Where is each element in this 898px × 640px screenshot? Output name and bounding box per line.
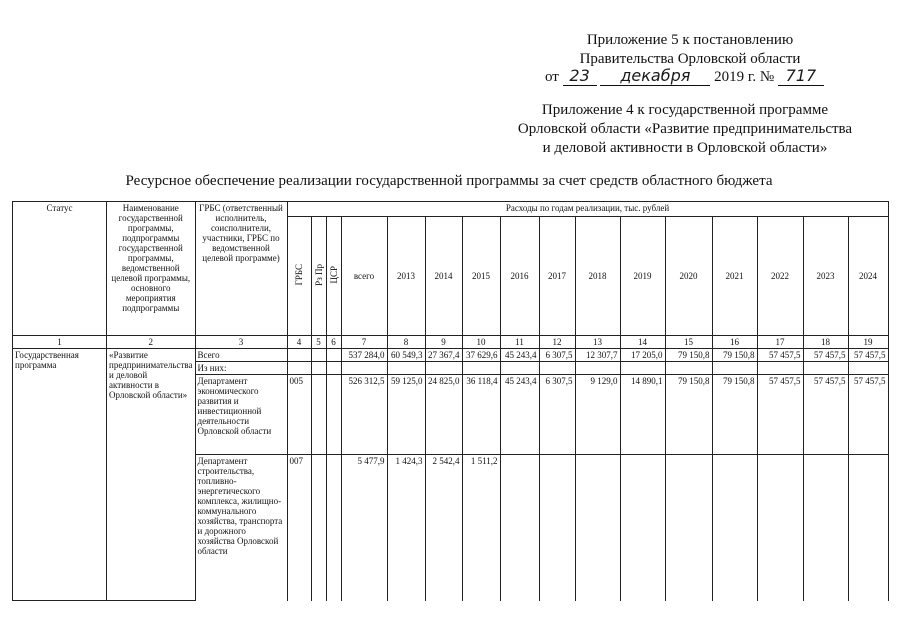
value-cell: 57 457,5: [848, 375, 888, 455]
row-label: Из них:: [195, 362, 287, 375]
value-cell: 79 150,8: [712, 349, 757, 362]
col-number: 17: [757, 336, 803, 349]
from-label: от: [545, 69, 559, 85]
row-label: Департамент строительства, топливно-энергетического комплекса, жилищно-коммунального хозяйства, транспорта и дорожного хозяйства Орловской области: [195, 455, 287, 601]
header-rzpr-text: Рз Пр: [313, 264, 324, 286]
appendix4-line: Приложение 4 к государственной программе: [541, 102, 829, 118]
value-cell: 24 825,0: [425, 375, 462, 455]
header-year: 2024: [848, 217, 888, 336]
header-csr: [326, 217, 341, 336]
table-row: [13, 349, 889, 362]
program-line-2: и деловой активности в Орловской области»: [542, 140, 828, 156]
col-number: 9: [425, 336, 462, 349]
rzpr-cell: [311, 375, 326, 455]
csr-cell: [326, 349, 341, 362]
appendix5-line: Приложение 5 к постановлению: [586, 32, 794, 48]
value-cell: 57 457,5: [803, 375, 848, 455]
value-cell: 36 118,4: [462, 375, 500, 455]
government-line: Правительства Орловской области: [579, 51, 801, 67]
value-cell: 1 424,3: [387, 455, 425, 601]
row-label: Департамент экономического развития и инвестиционной деятельности Орловской области: [195, 375, 287, 455]
header-total: всего: [341, 217, 387, 336]
value-cell: 1 511,2: [462, 455, 500, 601]
value-cell: [757, 455, 803, 601]
value-cell: 57 457,5: [848, 349, 888, 362]
col-number: 12: [539, 336, 575, 349]
value-cell: 79 150,8: [665, 375, 712, 455]
header-expenses: Расходы по годам реализации, тыс. рублей: [287, 202, 888, 217]
csr-cell: [326, 455, 341, 601]
col-number: 15: [665, 336, 712, 349]
header-year: 2021: [712, 217, 757, 336]
header-year: 2015: [462, 217, 500, 336]
header-year: 2013: [387, 217, 425, 336]
value-cell: [665, 362, 712, 375]
value-cell: 37 629,6: [462, 349, 500, 362]
col-number: 16: [712, 336, 757, 349]
value-cell: [387, 362, 425, 375]
grbs-code: 007: [287, 455, 311, 601]
header-grbs-text: ГРБС: [294, 264, 304, 286]
value-cell: 57 457,5: [803, 349, 848, 362]
value-cell: [803, 455, 848, 601]
grbs-code: [287, 349, 311, 362]
grbs-code: 005: [287, 375, 311, 455]
header-year: 2022: [757, 217, 803, 336]
header-year: 2023: [803, 217, 848, 336]
program-appendix-header: [490, 101, 880, 158]
value-cell: 59 125,0: [387, 375, 425, 455]
header-year: 2020: [665, 217, 712, 336]
header-year: 2014: [425, 217, 462, 336]
handwritten-number: 717: [778, 66, 824, 86]
header-row-1: [13, 202, 889, 217]
rzpr-cell: [311, 362, 326, 375]
program-name-cell: «Развитие предпринимательства и деловой активности в Орловской области»: [107, 349, 196, 601]
header-csr-text: ЦСР: [328, 266, 339, 284]
value-cell: 45 243,4: [500, 349, 539, 362]
value-cell: 79 150,8: [712, 375, 757, 455]
rzpr-cell: [311, 349, 326, 362]
handwritten-day: 23: [563, 66, 597, 86]
value-cell: 6 307,5: [539, 349, 575, 362]
value-cell: 9 129,0: [575, 375, 620, 455]
col-number: 13: [575, 336, 620, 349]
value-cell: [620, 455, 665, 601]
column-number-row: [13, 336, 889, 349]
value-cell: [539, 455, 575, 601]
rzpr-cell: [311, 455, 326, 601]
value-cell: 57 457,5: [757, 375, 803, 455]
col-number: 10: [462, 336, 500, 349]
value-cell: [425, 362, 462, 375]
value-cell: [665, 455, 712, 601]
header-year: 2019: [620, 217, 665, 336]
col-number: 5: [311, 336, 326, 349]
document-title: Ресурсное обеспечение реализации государственной программы за счет средств областного бюджета: [125, 173, 773, 189]
header-year: 2016: [500, 217, 539, 336]
row-label: Всего: [195, 349, 287, 362]
value-cell: [539, 362, 575, 375]
value-cell: 526 312,5: [341, 375, 387, 455]
value-cell: 12 307,7: [575, 349, 620, 362]
value-cell: [757, 362, 803, 375]
decree-date-line: [545, 66, 824, 86]
value-cell: [803, 362, 848, 375]
value-cell: 537 284,0: [341, 349, 387, 362]
value-cell: 60 549,3: [387, 349, 425, 362]
header-grbs: [287, 217, 311, 336]
value-cell: 2 542,4: [425, 455, 462, 601]
value-cell: [712, 362, 757, 375]
csr-cell: [326, 362, 341, 375]
value-cell: [575, 362, 620, 375]
value-cell: 57 457,5: [757, 349, 803, 362]
value-cell: [341, 362, 387, 375]
value-cell: 5 477,9: [341, 455, 387, 601]
csr-cell: [326, 375, 341, 455]
value-cell: [462, 362, 500, 375]
handwritten-month: декабря: [600, 66, 710, 86]
header-grbs-full: ГРБС (ответственный исполнитель, соисполнители, участники, ГРБС по ведомственной целевой программе): [195, 202, 287, 336]
resource-table: [12, 201, 889, 601]
value-cell: 14 890,1: [620, 375, 665, 455]
col-number: 8: [387, 336, 425, 349]
col-number: 1: [13, 336, 107, 349]
grbs-code: [287, 362, 311, 375]
col-number: 14: [620, 336, 665, 349]
value-cell: 45 243,4: [500, 375, 539, 455]
header-year: 2018: [575, 217, 620, 336]
value-cell: [848, 362, 888, 375]
col-number: 3: [195, 336, 287, 349]
header-year: 2017: [539, 217, 575, 336]
col-number: 2: [107, 336, 196, 349]
program-line-1: Орловской области «Развитие предпринимательства: [517, 121, 853, 137]
col-number: 4: [287, 336, 311, 349]
status-cell: Государственная программа: [13, 349, 107, 601]
col-number: 18: [803, 336, 848, 349]
value-cell: 27 367,4: [425, 349, 462, 362]
value-cell: [848, 455, 888, 601]
col-number: 6: [326, 336, 341, 349]
header-rzpr: [311, 217, 326, 336]
header-status: Статус: [13, 202, 107, 336]
value-cell: [500, 455, 539, 601]
value-cell: 79 150,8: [665, 349, 712, 362]
value-cell: [712, 455, 757, 601]
year-number-label: 2019 г. №: [714, 69, 775, 85]
value-cell: [620, 362, 665, 375]
col-number: 7: [341, 336, 387, 349]
value-cell: 6 307,5: [539, 375, 575, 455]
col-number: 19: [848, 336, 888, 349]
header-program-name: Наименование государственной программы, подпрограммы государственной программы, ведомственной целевой программы, основного мероприятия подпрограммы: [107, 202, 196, 336]
value-cell: [575, 455, 620, 601]
appendix-header: [540, 31, 840, 69]
value-cell: [500, 362, 539, 375]
value-cell: 17 205,0: [620, 349, 665, 362]
col-number: 11: [500, 336, 539, 349]
